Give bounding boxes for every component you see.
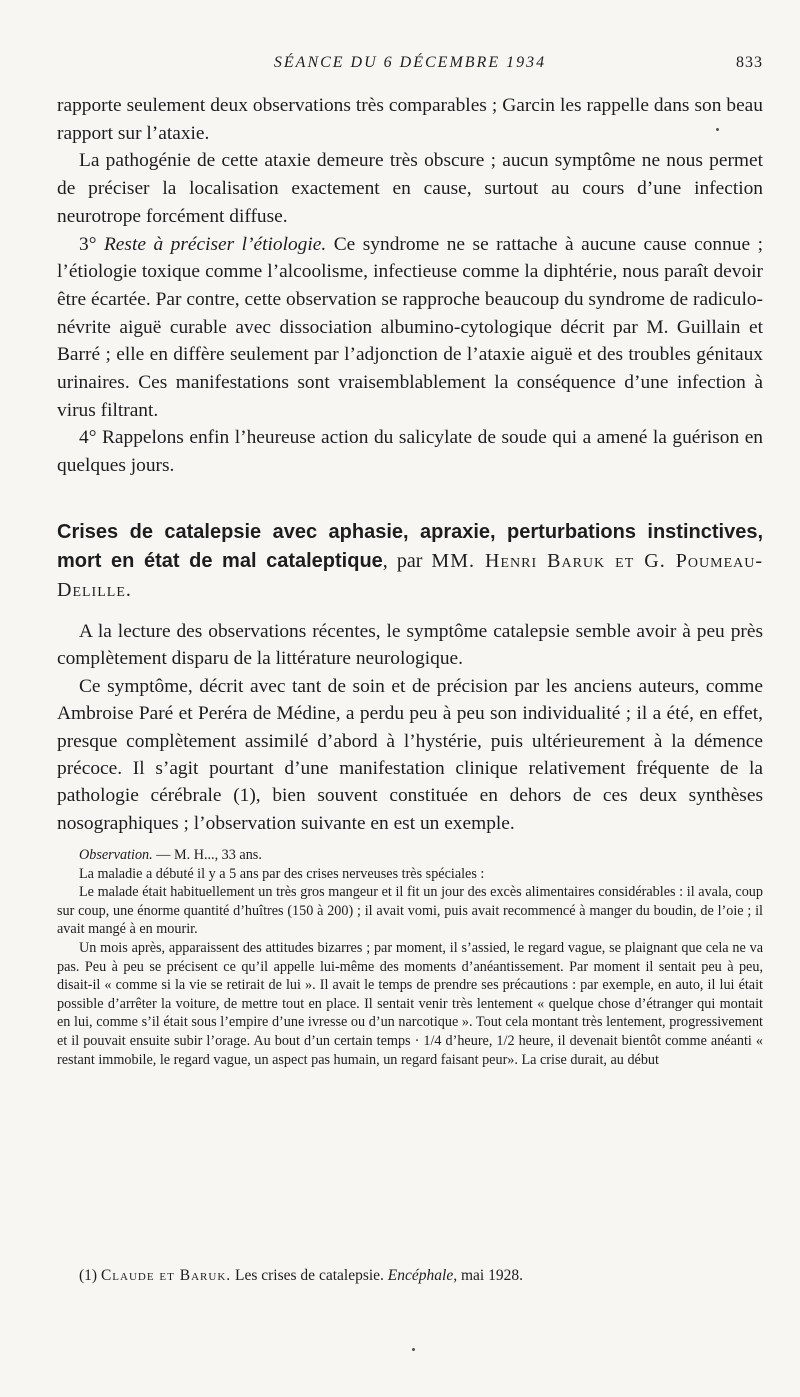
paragraph: Un mois après, apparaissent des attitudes bizarres ; par moment, il s’assied, le regard vague, se plaignant que cela ne va pas. Peu à peu se précisent ce qu’il appelle lui-même des moments d’anéantissement. Par moment il sentait peu à peu, disait-il « comme si la vie se retirait de lui ». Il avait le temps de prendre ses précautions : par exemple, en auto, il lui était possible d’arrêter la voiture, de mettre tout en place. Il sentait venir très lentement « quelque chose d’étranger qui montait en lui, comme s’il était sous l’empire d’une ivresse ou d’un narcotique ». Tout cela montant très lentement, progressivement et il pouvait ensuite subir l’orage. Au bout d’un certain temps · 1/4 d’heure, 1/2 heure, il devenait bientôt comme anéanti « restant immobile, le regard vague, un aspect pas humain, un regard faisant peur». La crise durait, au début: [57, 939, 763, 1068]
article-text: [57, 618, 763, 837]
paragraph: Ce symptôme, décrit avec tant de soin et de précision par les anciens auteurs, comme Ambroise Paré et Peréra de Médine, a perdu peu à peu son individualité ; il a été, en effet, presque complètement assimilé d’abord à l’hystérie, puis ultérieurement à la démence précoce. Il s’agit pourtant d’une manifestation clinique relativement fréquente de la pathologie cérébrale (1), bien souvent constituée en dehors de ces deux synthèses nosographiques ; l’observation suivante en est un exemple.: [57, 675, 763, 834]
paragraph: Le malade était habituellement un très gros mangeur et il fit un jour des excès alimentaires considérables : il avala, coup sur coup, une énorme quantité d’huîtres (150 à 200) ; il avait vomi, puis avait recommencé à manger du boudin, de l’oie ; il avait mangé à en mourir.: [57, 884, 763, 938]
footnote-marker: (1): [79, 1267, 101, 1284]
observation-heading: [57, 846, 763, 865]
paragraph: A la lecture des observations récentes, le symptôme catalepsie semble avoir à peu près complètement disparu de la littérature neurologique.: [57, 621, 763, 670]
footnote-authors: Claude et Baruk.: [100, 1267, 232, 1284]
observation-block: [57, 846, 763, 1069]
paragraph: 4° Rappelons enfin l’heureuse action du salicylate de soude qui a amené la guérison en quelques jours.: [57, 427, 763, 477]
observation-label: Observation.: [79, 847, 153, 863]
page-number: 833: [736, 54, 763, 71]
intro-text: [57, 92, 763, 480]
paragraph: rapporte seulement deux observations très comparables ; Garcin les rappelle dans son beau rapport sur l’ataxie.: [57, 95, 763, 144]
footnote-journal: Encéphale,: [387, 1267, 458, 1284]
title-separator: , par: [382, 550, 432, 572]
emphasis: Reste à préciser l’étiologie.: [103, 233, 327, 255]
list-number: 3°: [79, 233, 104, 255]
article-title: Crises de catalepsie avec aphasie, apraxie, perturbations instinctives, mort en état de mal cataleptique: [57, 521, 763, 572]
patient-info: — M. H..., 33 ans.: [152, 847, 262, 863]
paragraph: [57, 231, 763, 425]
footnote-date: mai 1928.: [457, 1267, 523, 1284]
ink-speck: [716, 128, 719, 131]
ink-speck: [412, 1348, 415, 1351]
paragraph: La maladie a débuté il y a 5 ans par des crises nerveuses très spéciales :: [79, 865, 485, 882]
paragraph: La pathogénie de cette ataxie demeure très obscure ; aucun symptôme ne nous permet de préciser la localisation exactement en cause, surtout au cours d’une infection neurotrope forcément diffuse.: [57, 150, 763, 227]
footnote-text: Les crises de catalepsie.: [231, 1267, 388, 1284]
authors: MM. Henri Baruk et G. Poumeau-Delille.: [57, 550, 764, 601]
section-heading: [57, 518, 763, 605]
running-title: SÉANCE DU 6 DÉCEMBRE 1934: [273, 54, 547, 71]
running-header: [57, 54, 763, 78]
footnote: [79, 1266, 763, 1286]
paragraph-text: Ce syndrome ne se rattache à aucune cause connue ; l’étiologie toxique comme l’alcoolisme, infectieuse comme la diphtérie, nous paraît devoir être écartée. Par contre, cette observation se rapproche beaucoup du syndrome de radiculo-névrite aiguë curable avec dissociation albumino-cytologique décrit par M. Guillain et Barré ; elle en diffère seulement par l’adjonction de l’ataxie aiguë et des troubles génitaux urinaires. Ces manifestations sont vraisemblablement la conséquence d’une infection à virus filtrant.: [57, 233, 763, 421]
